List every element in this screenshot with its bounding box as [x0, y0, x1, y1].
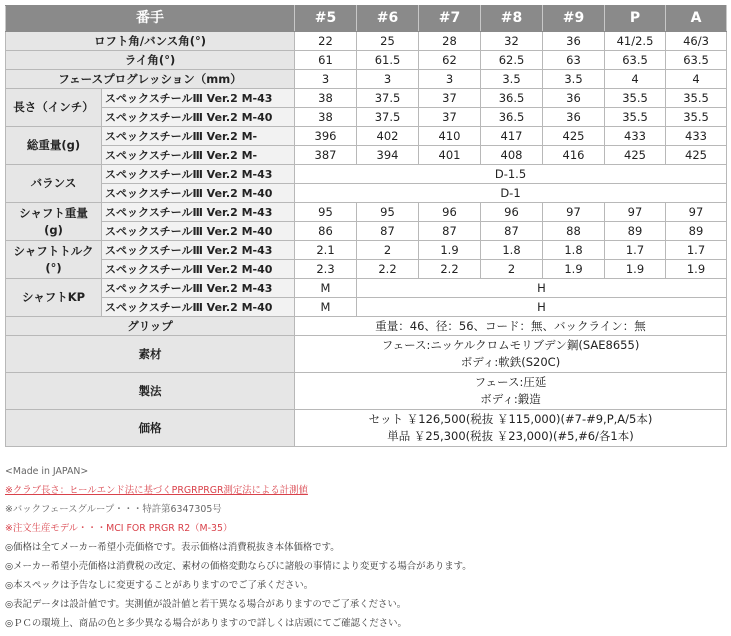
row-label: 長さ（インチ） [6, 89, 102, 127]
value-cell: 3 [419, 70, 481, 89]
value-line: フェース:圧延 [474, 375, 547, 389]
value-cell: 1.7 [605, 241, 666, 260]
length-row [6, 108, 727, 127]
made-in-note: <Made in JAPAN> [5, 466, 89, 477]
progression-row [6, 70, 727, 89]
price-note: ◎価格は全てメーカー希望小売価格です。表示価格は消費税抜き本体価格です。 [5, 542, 340, 553]
header-cell: #5 [295, 6, 357, 32]
value-cell: 35.5 [666, 108, 727, 127]
value-cell: 1.7 [666, 241, 727, 260]
value-cell: 87 [481, 222, 543, 241]
row-label: 素材 [6, 336, 295, 373]
shaft-label: スペックスチールⅢ Ver.2 M-40 [102, 222, 295, 241]
manufacturing-row [6, 373, 727, 410]
value-cell: 1.9 [666, 260, 727, 279]
value-cell: 36 [543, 32, 605, 51]
shaft-label: スペックスチールⅢ Ver.2 M-40 [102, 108, 295, 127]
value-cell: 402 [357, 127, 419, 146]
value-cell: 2.2 [419, 260, 481, 279]
value-cell: M [295, 298, 357, 317]
shaft-label: スペックスチールⅢ Ver.2 M-43 [102, 203, 295, 222]
value-cell: 46/3 [666, 32, 727, 51]
shaft-label: スペックスチールⅢ Ver.2 M-40 [102, 260, 295, 279]
value-cell: 387 [295, 146, 357, 165]
value-cell: 63.5 [666, 51, 727, 70]
value-cell: 87 [357, 222, 419, 241]
value-cell [295, 373, 727, 410]
value-cell: 3 [295, 70, 357, 89]
club-length-link[interactable]: ※クラブ長さ：ヒールエンド法に基づくPRGRPRGR測定法による計測値 [5, 485, 308, 496]
value-cell [295, 336, 727, 373]
value-cell: 88 [543, 222, 605, 241]
shaft-label: スペックスチールⅢ Ver.2 M-43 [102, 241, 295, 260]
custom-order-note: ※注文生産モデル・・・MCI FOR PRGR R2（M-35） [5, 523, 233, 534]
color-note: ◎ＰＣの環境上、商品の色と多少異なる場合がありますので詳しくは店頭にてご確認ください。 [5, 618, 407, 629]
value-cell: 1.9 [543, 260, 605, 279]
value-cell: 36.5 [481, 89, 543, 108]
value-cell: 3 [357, 70, 419, 89]
row-label [6, 203, 102, 241]
price-change-note: ◎メーカー希望小売価格は消費税の改定、素材の価格変動ならびに諸般の事情により変更する場合があります。 [5, 561, 472, 572]
spec-change-note: ◎本スペックは予告なしに変更することがありますのでご了承ください。 [5, 580, 314, 591]
value-cell: 37.5 [357, 89, 419, 108]
shaft-weight-row [6, 222, 727, 241]
notes [5, 462, 726, 633]
row-label: ロフト角/バンス角(°) [6, 32, 295, 51]
row-label: 総重量(g) [6, 127, 102, 165]
value-cell [295, 410, 727, 447]
value-cell: 25 [357, 32, 419, 51]
value-cell: 62.5 [481, 51, 543, 70]
shaft-weight-row [6, 203, 727, 222]
row-label: グリップ [6, 317, 295, 336]
value-cell: 97 [543, 203, 605, 222]
value-cell: 37 [419, 89, 481, 108]
value-cell: 425 [666, 146, 727, 165]
value-cell: 1.8 [481, 241, 543, 260]
row-label [6, 241, 102, 279]
value-cell: 416 [543, 146, 605, 165]
value-cell: 35.5 [666, 89, 727, 108]
shaft-label: スペックスチールⅢ Ver.2 M-40 [102, 184, 295, 203]
value-cell: 28 [419, 32, 481, 51]
value-cell: 2.2 [357, 260, 419, 279]
shaft-label: スペックスチールⅢ Ver.2 M-40 [102, 298, 295, 317]
loft-row [6, 32, 727, 51]
row-label-line: (g) [44, 222, 63, 237]
value-line: ボディ:鍛造 [480, 392, 541, 406]
value-cell: 35.5 [605, 108, 666, 127]
row-label-line: (°) [45, 260, 62, 275]
price-row [6, 410, 727, 447]
value-cell: 87 [419, 222, 481, 241]
balance-row [6, 165, 727, 184]
row-label: バランス [6, 165, 102, 203]
material-row [6, 336, 727, 373]
value-cell: M [295, 279, 357, 298]
value-cell: 1.8 [543, 241, 605, 260]
value-cell: 61 [295, 51, 357, 70]
value-cell: 417 [481, 127, 543, 146]
value-cell: 36 [543, 89, 605, 108]
header-row [6, 6, 727, 32]
value-cell: 41/2.5 [605, 32, 666, 51]
value-cell: 37.5 [357, 108, 419, 127]
balance-row [6, 184, 727, 203]
torque-row [6, 241, 727, 260]
value-line: フェース:ニッケルクロムモリブデン鋼(SAE8655) [381, 338, 640, 352]
value-cell: 62 [419, 51, 481, 70]
value-cell: 95 [295, 203, 357, 222]
value-cell: D-1 [295, 184, 727, 203]
lie-row [6, 51, 727, 70]
length-row [6, 89, 727, 108]
value-line: 単品 ￥25,300(税抜 ￥23,000)(#5,#6/各1本) [387, 429, 634, 443]
value-cell: 433 [605, 127, 666, 146]
value-cell: 63 [543, 51, 605, 70]
header-cell: A [666, 6, 727, 32]
spec-table [5, 5, 727, 447]
value-cell: 433 [666, 127, 727, 146]
kp-row [6, 279, 727, 298]
value-cell: 89 [666, 222, 727, 241]
value-cell: 36 [543, 108, 605, 127]
value-line: ボディ:軟鉄(S20C) [460, 355, 561, 369]
row-label-line: シャフトトルク [13, 243, 94, 258]
value-cell: 97 [605, 203, 666, 222]
value-cell: 410 [419, 127, 481, 146]
value-cell: 4 [605, 70, 666, 89]
value-cell: 2.1 [295, 241, 357, 260]
header-cell: #8 [481, 6, 543, 32]
value-cell: 2 [357, 241, 419, 260]
shaft-label: スペックスチールⅢ Ver.2 M-43 [102, 165, 295, 184]
torque-row [6, 260, 727, 279]
value-cell: 1.9 [605, 260, 666, 279]
row-label: ライ角(°) [6, 51, 295, 70]
value-cell: 2 [481, 260, 543, 279]
value-cell: 22 [295, 32, 357, 51]
shaft-label: スペックスチールⅢ Ver.2 M-43 [102, 89, 295, 108]
value-cell: 3.5 [481, 70, 543, 89]
value-cell: 95 [357, 203, 419, 222]
value-cell: 1.9 [419, 241, 481, 260]
value-cell: 35.5 [605, 89, 666, 108]
header-cell: #6 [357, 6, 419, 32]
value-cell: H [357, 298, 727, 317]
value-cell: D-1.5 [295, 165, 727, 184]
row-label: 価格 [6, 410, 295, 447]
header-cell: P [605, 6, 666, 32]
value-cell: 89 [605, 222, 666, 241]
header-cell: 番手 [6, 6, 295, 32]
value-cell: 396 [295, 127, 357, 146]
row-label-line: シャフト重量 [19, 205, 88, 220]
value-cell: 425 [543, 127, 605, 146]
value-cell: 61.5 [357, 51, 419, 70]
value-cell: 32 [481, 32, 543, 51]
value-cell: 4 [666, 70, 727, 89]
value-cell: 3.5 [543, 70, 605, 89]
value-cell: 96 [419, 203, 481, 222]
row-label: フェースプログレッション（mm） [6, 70, 295, 89]
value-cell: 401 [419, 146, 481, 165]
value-cell: 425 [605, 146, 666, 165]
shaft-label: スペックスチールⅢ Ver.2 M- [102, 146, 295, 165]
weight-row [6, 146, 727, 165]
value-cell: 408 [481, 146, 543, 165]
value-cell: 86 [295, 222, 357, 241]
value-cell: 38 [295, 89, 357, 108]
value-cell: 394 [357, 146, 419, 165]
value-cell: 63.5 [605, 51, 666, 70]
value-cell: 重量：46、径：56、コード：無、バックライン：無 [295, 317, 727, 336]
value-cell: 38 [295, 108, 357, 127]
patent-note: ※バックフェースグループ・・・特許第6347305号 [5, 504, 222, 515]
grip-row [6, 317, 727, 336]
design-value-note: ◎表記データは設計値です。実測値が設計値と若干異なる場合がありますのでご了承ください。 [5, 599, 407, 610]
row-label: シャフトKP [6, 279, 102, 317]
value-cell: 2.3 [295, 260, 357, 279]
shaft-label: スペックスチールⅢ Ver.2 M-43 [102, 279, 295, 298]
header-cell: #9 [543, 6, 605, 32]
weight-row [6, 127, 727, 146]
value-line: セット ￥126,500(税抜 ￥115,000)(#7-#9,P,A/5本) [368, 412, 653, 426]
value-cell: 96 [481, 203, 543, 222]
value-cell: 36.5 [481, 108, 543, 127]
value-cell: 97 [666, 203, 727, 222]
value-cell: 37 [419, 108, 481, 127]
row-label: 製法 [6, 373, 295, 410]
shaft-label: スペックスチールⅢ Ver.2 M- [102, 127, 295, 146]
kp-row [6, 298, 727, 317]
value-cell: H [357, 279, 727, 298]
header-cell: #7 [419, 6, 481, 32]
